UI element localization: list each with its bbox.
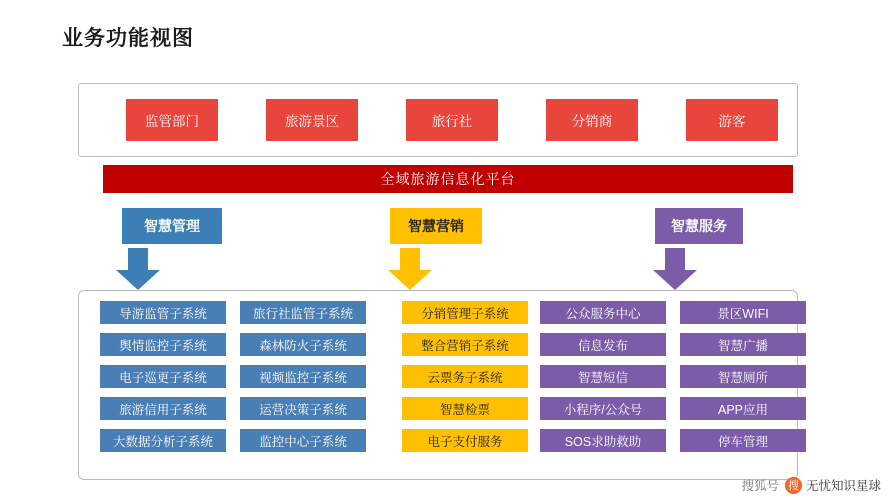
subsystem-item: 公众服务中心 <box>540 301 666 324</box>
subsystem-item: 智慧检票 <box>402 397 528 420</box>
subsystem-item: APP应用 <box>680 397 806 420</box>
subsystem-item: 智慧广播 <box>680 333 806 356</box>
page-title: 业务功能视图 <box>62 27 194 50</box>
watermark <box>741 476 881 494</box>
watermark-account-name: 无忧知识星球 <box>805 479 881 493</box>
category-smart-marketing: 智慧营销 <box>390 208 482 244</box>
platform-bar: 全域旅游信息化平台 <box>103 165 793 193</box>
subsystem-item: 信息发布 <box>540 333 666 356</box>
subsystem-item: 智慧短信 <box>540 365 666 388</box>
subsystem-item: 旅行社监管子系统 <box>240 301 366 324</box>
subsystem-column-management-2 <box>240 301 366 461</box>
category-smart-service: 智慧服务 <box>655 208 743 244</box>
subsystem-item: 停车管理 <box>680 429 806 452</box>
down-arrow-icon <box>388 248 432 290</box>
subsystem-item: 运营决策子系统 <box>240 397 366 420</box>
actor-box: 分销商 <box>546 99 638 141</box>
subsystem-column-management-1 <box>100 301 226 461</box>
down-arrow-icon <box>116 248 160 290</box>
subsystem-item: SOS求助救助 <box>540 429 666 452</box>
actor-box: 旅游景区 <box>266 99 358 141</box>
subsystem-item: 监控中心子系统 <box>240 429 366 452</box>
subsystem-item: 小程序/公众号 <box>540 397 666 420</box>
category-smart-management: 智慧管理 <box>122 208 222 244</box>
subsystem-item: 云票务子系统 <box>402 365 528 388</box>
subsystem-item: 森林防火子系统 <box>240 333 366 356</box>
actor-box: 旅行社 <box>406 99 498 141</box>
down-arrow-icon <box>653 248 697 290</box>
subsystem-item: 电子巡更子系统 <box>100 365 226 388</box>
actor-box: 游客 <box>686 99 778 141</box>
subsystem-item: 旅游信用子系统 <box>100 397 226 420</box>
actor-box: 监管部门 <box>126 99 218 141</box>
subsystem-item: 导游监管子系统 <box>100 301 226 324</box>
subsystem-column-marketing <box>402 301 528 461</box>
subsystem-item: 景区WIFI <box>680 301 806 324</box>
watermark-prefix: 搜狐号 <box>741 479 779 493</box>
subsystem-item: 分销管理子系统 <box>402 301 528 324</box>
subsystem-column-service-1 <box>540 301 666 461</box>
subsystem-item: 智慧厕所 <box>680 365 806 388</box>
subsystem-item: 电子支付服务 <box>402 429 528 452</box>
subsystem-item: 整合营销子系统 <box>402 333 528 356</box>
subsystem-item: 视频监控子系统 <box>240 365 366 388</box>
sohu-logo-icon: 搜 <box>785 477 802 494</box>
subsystem-item: 舆情监控子系统 <box>100 333 226 356</box>
subsystem-column-service-2 <box>680 301 806 461</box>
subsystem-item: 大数据分析子系统 <box>100 429 226 452</box>
